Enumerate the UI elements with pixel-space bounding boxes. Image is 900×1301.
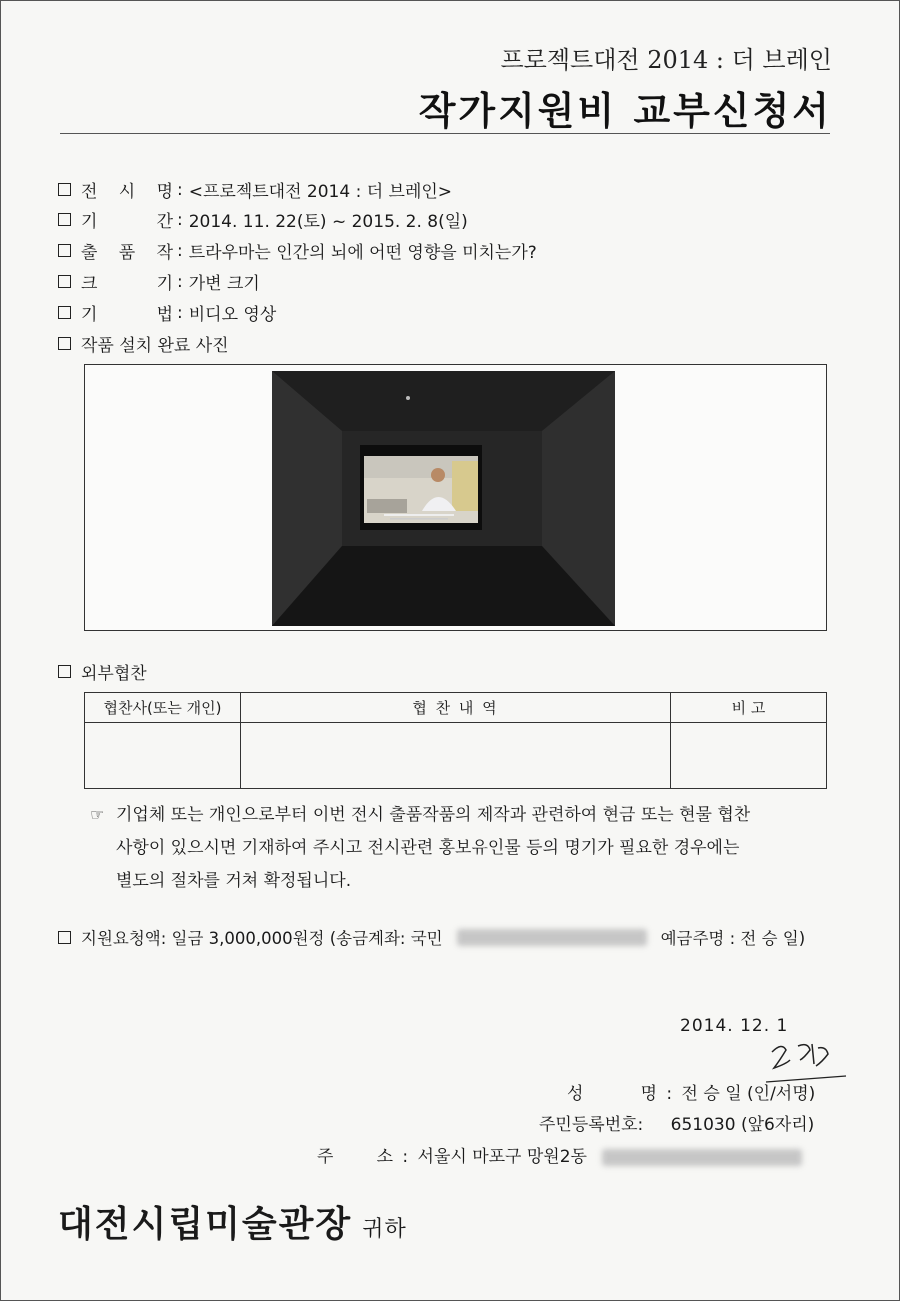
field-label: 기 간 [81,212,173,232]
support-request-text: 지원요청액: 일금 3,000,000원정 (송금계좌: 국민 [81,929,443,948]
table-cell [241,723,671,789]
field-value: 트라우마는 인간의 뇌에 어떤 영향을 미치는가? [188,243,537,263]
id-number-value: 651030 (앞6자리) [670,1115,815,1135]
photo-section-heading [58,331,229,356]
field-label: 전 시 명 [81,182,173,202]
field-value: <프로젝트대전 2014 : 더 브레인> [188,182,453,202]
id-number-label: 주민등록번호: [539,1115,644,1135]
checkbox-icon [58,183,71,196]
field-label: 기 법 [81,305,173,325]
checkbox-icon [58,213,71,226]
note-line: 별도의 절차를 거쳐 확정됩니다. [116,871,352,891]
recipient-name: 대전시립미술관장 [58,1204,353,1245]
field-period: 기 간 : 2014. 11. 22(토) ~ 2015. 2. 8(일) [58,207,468,232]
column-header-sponsor: 협찬사(또는 개인) [85,693,241,723]
field-technique: 기 법 : 비디오 영상 [58,300,276,325]
field-value: 비디오 영상 [188,305,277,325]
note-line: 기업체 또는 개인으로부터 이번 전시 출품작품의 제작과 관련하여 현금 또는 현물 협찬 [116,805,751,825]
exhibition-subtitle: 프로젝트대전 2014 : 더 브레인 [500,46,832,74]
checkbox-icon [58,275,71,288]
field-value: 2014. 11. 22(토) ~ 2015. 2. 8(일) [188,212,468,232]
redacted-account-number [457,929,647,946]
name-row: 성 명 : 전 승 일 (인/서명) [567,1079,815,1104]
table-header-row [85,693,827,723]
sponsorship-heading [58,659,147,684]
sponsorship-label: 외부협찬 [81,664,147,684]
checkbox-icon [58,665,71,678]
title-divider [60,133,830,134]
recipient-honorific: 귀하 [362,1217,407,1242]
column-header-details: 협 찬 내 역 [241,693,671,723]
sponsorship-note [90,798,830,898]
address-value: 서울시 마포구 망원2동 [417,1147,587,1167]
address-row: 주 소 : 서울시 마포구 망원2동 [317,1142,802,1167]
recipient [58,1196,407,1247]
name-value: 전 승 일 (인/서명) [681,1084,816,1104]
checkbox-icon [58,306,71,319]
field-value: 가변 크기 [188,274,260,294]
field-exhibition-name: 전 시 명 : <프로젝트대전 2014 : 더 브레인> [58,177,452,202]
table-row [85,723,827,789]
table-cell [85,723,241,789]
name-label: 성 명 [567,1084,657,1104]
note-line: 사항이 있으시면 기재하여 주시고 전시관련 홍보유인물 등의 명기가 필요한 경우에는 [116,838,740,858]
support-request-holder: 예금주명 : 전 승 일) [660,929,806,948]
table-cell [671,723,827,789]
checkbox-icon [58,337,71,350]
installation-photo [272,371,615,626]
field-label: 출 품 작 [81,243,173,263]
checkbox-icon [58,931,71,944]
application-date: 2014. 12. 1 [680,1016,789,1036]
document-title: 작가지원비 교부신청서 [418,89,832,133]
field-label: 크 기 [81,274,173,294]
field-artwork: 출 품 작 : 트라우마는 인간의 뇌에 어떤 영향을 미치는가? [58,238,537,263]
photo-section-label: 작품 설치 완료 사진 [81,336,229,356]
sponsorship-table [84,692,827,789]
support-request [58,925,805,949]
id-number-row [539,1110,814,1135]
field-size: 크 기 : 가변 크기 [58,269,260,294]
address-label: 주 소 [317,1147,393,1167]
checkbox-icon [58,244,71,257]
pointing-hand-icon: ☞ [90,805,105,824]
redacted-address [602,1149,802,1166]
column-header-remarks: 비 고 [671,693,827,723]
